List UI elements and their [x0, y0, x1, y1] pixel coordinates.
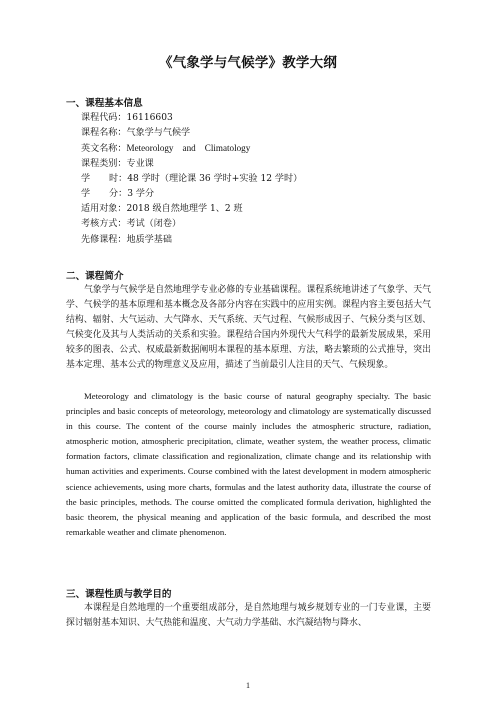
english-name-row — [81, 141, 302, 156]
credit-row — [81, 187, 302, 202]
hours-value: 48 学时（理论课 36 学时+实验 12 学时） — [127, 173, 303, 184]
prereq-row — [81, 233, 302, 248]
course-info-block — [81, 111, 302, 248]
page-number: 1 — [246, 681, 250, 690]
intro-paragraph-chinese: 气象学与气候学是自然地理学专业必修的专业基础课程。课程系统地讲述了气象学、天气学、气候学的基本原理和基本概念及各部分内容在实践中的应用实例。课程内容主要包括大气结构、辐射、大气运动、大气降水、天气系统、天气过程、气候形成因子、气候分类与区划、气候变化及其与人类活动的关系和实验。课程结合国内外现代大气科学的最新发展成果，采用较多的图表、公式、权威最新数据阐明本课程的基本原理、方法，略去繁琐的公式推导，突出基本定理、基本公式的物理意义及应用，描述了当前最引人注目的天气、气候现象。 — [66, 285, 431, 371]
english-name-value: Meteorology and Climatology — [126, 143, 251, 154]
course-type-value: 专业课 — [126, 158, 154, 169]
credit-value: 3 学分 — [127, 188, 155, 199]
target-value: 2018 级自然地理学 1、2 班 — [126, 204, 243, 215]
course-code-value: 16116603 — [126, 113, 173, 123]
target-row — [81, 202, 302, 217]
intro-paragraph-english: Meteorology and climatology is the basic course of natural geography specialty. The basic principles and basic concepts of meteorology, meteorology and climatology are systematically discussed in this course. The content of the course mainly includes the atmospheric structure, radiation, atmospheric motion, atmospheric precipitation, climate, weather system, the weather process, climatic formation factors, climate classification and regionalization, climate change and its relationship with human activities and experiments. Course combined with the latest development in modern atmospheric science achievements, using more charts, formulas and the latest authority data, illustrate the course of the basic principles, methods. The course omitted the complicated formula derivation, highlighted the basic theorem, the physical meaning and application of the basic formula, and described the most remarkable weather and climate phenomenon. — [66, 391, 431, 537]
section-heading-basic-info: 一、课程基本信息 — [66, 98, 143, 109]
exam-label: 考核方式： — [81, 219, 127, 230]
hours-label-second: 时： — [109, 173, 128, 184]
english-name-label: 英文名称： — [81, 144, 127, 155]
credit-label-second: 分： — [109, 188, 128, 199]
course-type-row — [81, 157, 302, 172]
hours-row — [81, 172, 302, 187]
course-name-label: 课程名称： — [81, 128, 127, 139]
course-name-row — [81, 126, 302, 141]
page-title: 《气象学与气候学》教学大纲 — [158, 55, 338, 71]
prereq-value: 地质学基础 — [126, 234, 172, 245]
course-code-row — [81, 111, 302, 126]
hours-label-first: 学 — [81, 173, 91, 184]
target-label: 适用对象： — [81, 204, 127, 215]
exam-value: 考试（闭卷） — [126, 219, 182, 230]
section-heading-intro: 二、课程简介 — [66, 271, 124, 282]
credit-label-first: 学 — [81, 188, 91, 199]
section-heading-nature: 三、课程性质与教学目的 — [66, 589, 172, 600]
course-code-label: 课程代码： — [81, 113, 127, 123]
exam-row — [81, 217, 302, 232]
course-type-label: 课程类别： — [81, 158, 127, 169]
course-name-value: 气象学与气候学 — [126, 128, 191, 139]
prereq-label: 先修课程： — [81, 234, 127, 245]
nature-paragraph: 本课程是自然地理的一个重要组成部分，是自然地理与城乡规划专业的一门专业课，主要探讨辐射基本知识、大气热能和温度、大气动力学基础、水汽凝结物与降水、 — [66, 603, 431, 629]
